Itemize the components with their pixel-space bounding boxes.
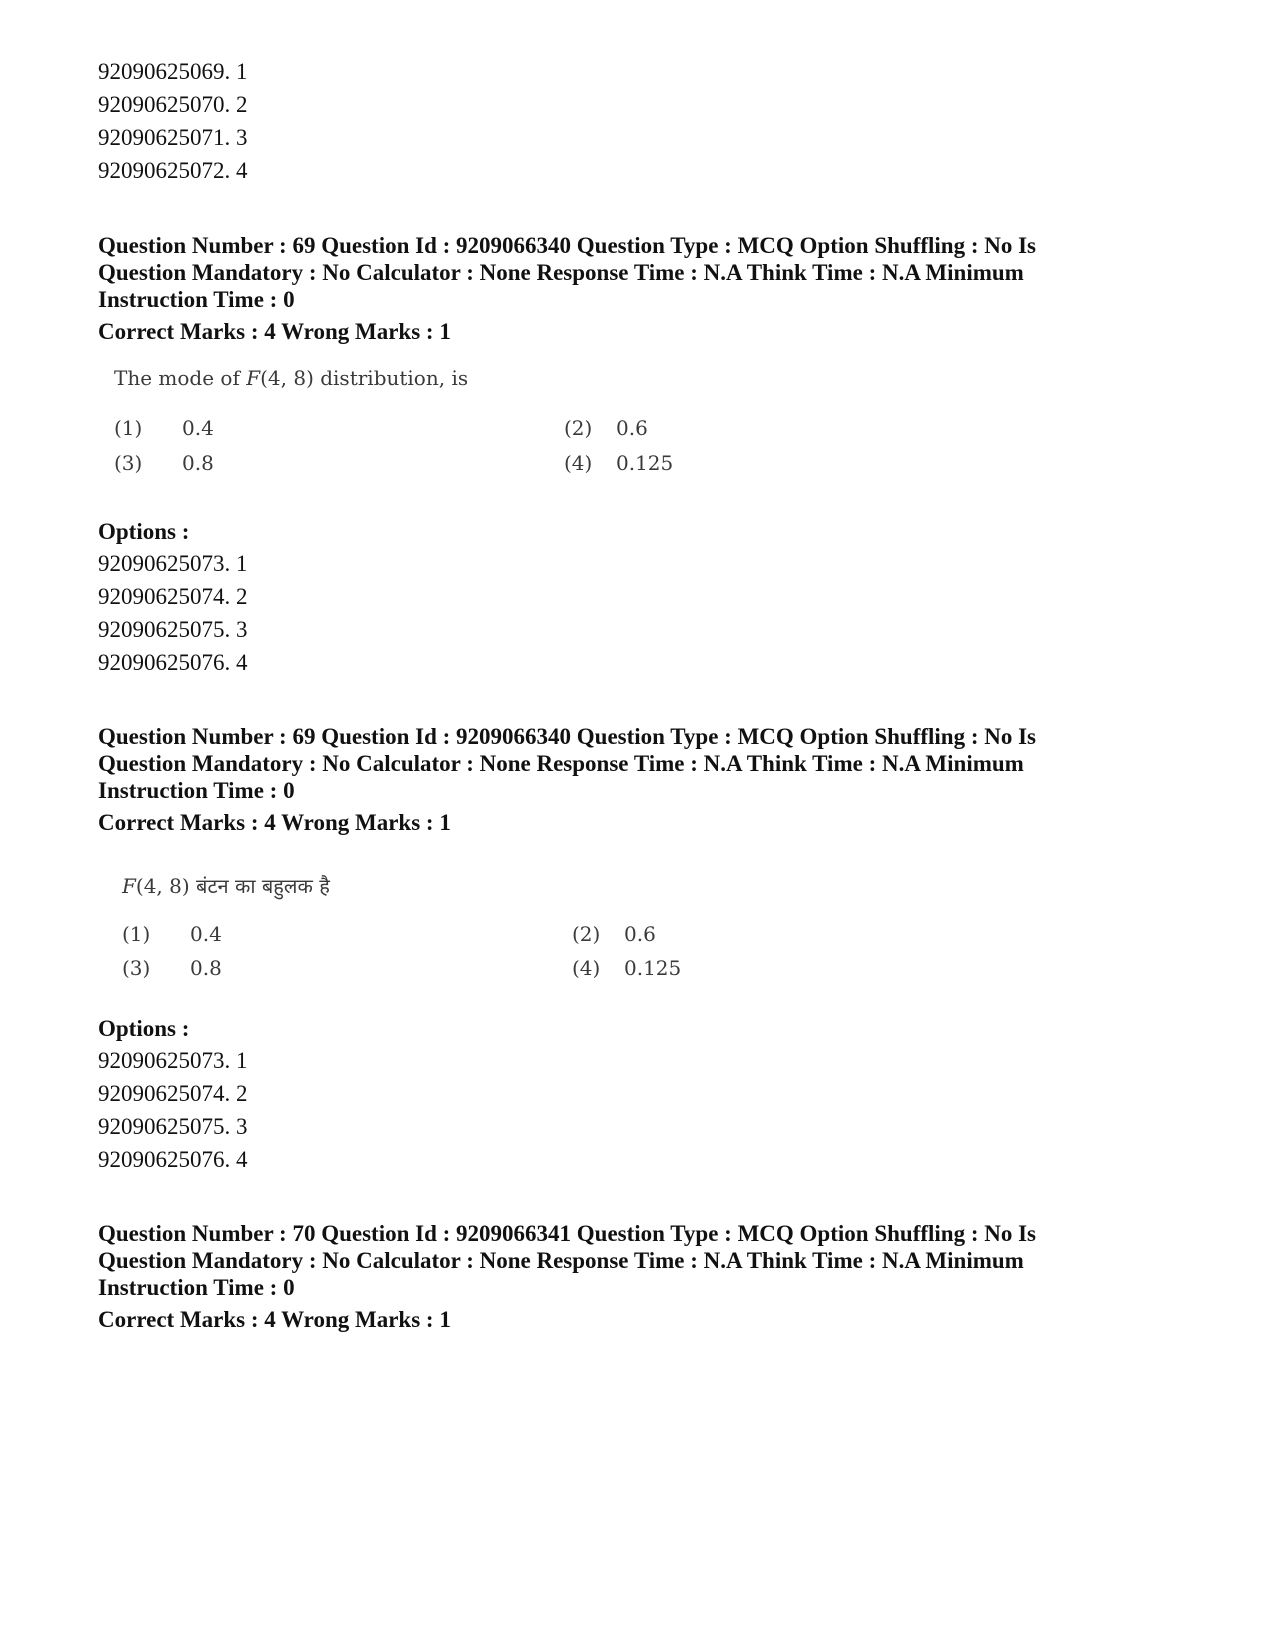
option-line: 92090625076. 4 — [98, 650, 248, 675]
marks-line: Correct Marks : 4 Wrong Marks : 1 — [98, 1307, 451, 1332]
options-label: Options : — [98, 519, 190, 544]
question-header-line: Instruction Time : 0 — [98, 287, 295, 312]
choice-4: (4) 0.125 — [572, 956, 682, 980]
choice-1: (1) 0.4 — [122, 922, 222, 946]
question-header-line: Question Number : 69 Question Id : 9209066340 Question Type : MCQ Option Shuffling : No Is — [98, 233, 1037, 258]
choice-2: (2) 0.6 — [564, 416, 648, 440]
option-line: 92090625073. 1 — [98, 1048, 248, 1073]
option-line: 92090625073. 1 — [98, 551, 248, 576]
options-label: Options : — [98, 1016, 190, 1041]
choice-1: (1) 0.4 — [114, 416, 214, 440]
choice-3: (3) 0.8 — [114, 451, 214, 475]
question-stem: F(4, 8) बंटन का बहुलक है — [122, 874, 330, 898]
option-line: 92090625070. 2 — [98, 92, 248, 117]
choice-4: (4) 0.125 — [564, 451, 674, 475]
question-header-line: Question Mandatory : No Calculator : None Response Time : N.A Think Time : N.A Minimum — [98, 1248, 1024, 1273]
option-line: 92090625076. 4 — [98, 1147, 248, 1172]
option-line: 92090625074. 2 — [98, 584, 248, 609]
question-header-line: Question Number : 70 Question Id : 9209066341 Question Type : MCQ Option Shuffling : No Is — [98, 1221, 1037, 1246]
marks-line: Correct Marks : 4 Wrong Marks : 1 — [98, 810, 451, 835]
question-header-line: Question Mandatory : No Calculator : None Response Time : N.A Think Time : N.A Minimum — [98, 751, 1024, 776]
question-header-line: Question Mandatory : No Calculator : None Response Time : N.A Think Time : N.A Minimum — [98, 260, 1024, 285]
question-header-line: Question Number : 69 Question Id : 9209066340 Question Type : MCQ Option Shuffling : No Is — [98, 724, 1037, 749]
choice-3: (3) 0.8 — [122, 956, 222, 980]
option-line: 92090625074. 2 — [98, 1081, 248, 1106]
option-line: 92090625071. 3 — [98, 125, 248, 150]
option-line: 92090625072. 4 — [98, 158, 248, 183]
choice-2: (2) 0.6 — [572, 922, 656, 946]
question-stem: The mode of F(4, 8) distribution, is — [114, 366, 469, 390]
option-line: 92090625069. 1 — [98, 59, 248, 84]
question-body — [122, 872, 722, 992]
option-line: 92090625075. 3 — [98, 617, 248, 642]
marks-line: Correct Marks : 4 Wrong Marks : 1 — [98, 319, 451, 344]
question-header-line: Instruction Time : 0 — [98, 1275, 295, 1300]
question-body — [114, 366, 714, 486]
question-header-line: Instruction Time : 0 — [98, 778, 295, 803]
option-line: 92090625075. 3 — [98, 1114, 248, 1139]
